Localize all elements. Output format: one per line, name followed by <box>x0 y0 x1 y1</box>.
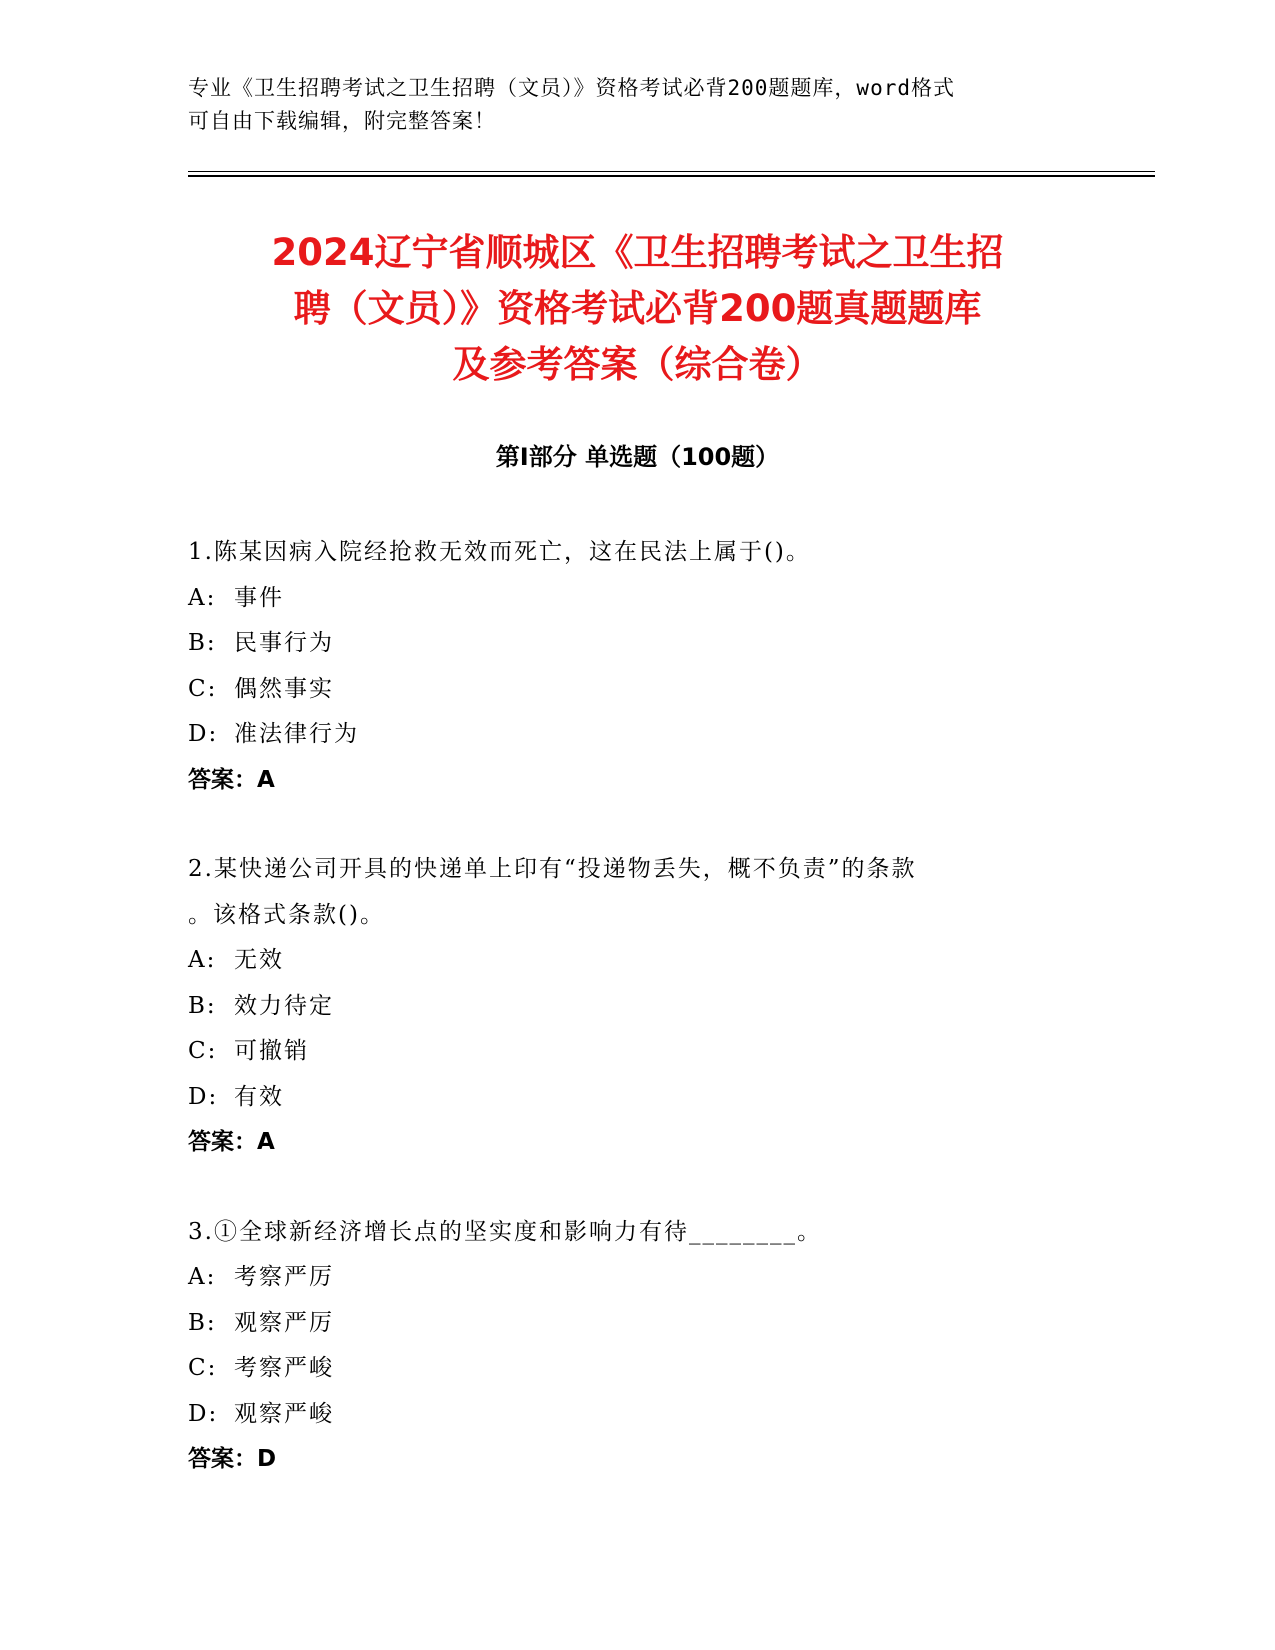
option-text: 考察严峻 <box>234 1355 334 1381</box>
answer: 答案：D <box>188 1446 277 1472</box>
option-c <box>188 667 1088 713</box>
option-text: 效力待定 <box>234 992 334 1019</box>
header-rule-thin <box>188 171 1155 172</box>
question-3 <box>188 1210 1088 1483</box>
option-label: B: <box>188 1309 217 1336</box>
option-text: 有效 <box>234 1083 284 1110</box>
option-c <box>188 1029 1088 1075</box>
question-2 <box>188 847 1088 1166</box>
option-b <box>188 1301 1088 1347</box>
option-text: 事件 <box>234 584 284 611</box>
option-label: B: <box>188 992 217 1019</box>
document-title-line-1: 2024辽宁省顺城区《卫生招聘考试之卫生招 <box>271 231 1004 274</box>
option-c <box>188 1346 1088 1392</box>
question-1 <box>188 530 1088 803</box>
option-b <box>188 621 1088 667</box>
document-title-line-3: 及参考答案（综合卷） <box>452 343 823 386</box>
question-stem: 2.某快递公司开具的快递单上印有“投递物丢失，概不负责”的条款 <box>188 856 917 882</box>
option-text: 观察严厉 <box>234 1309 334 1336</box>
option-label: C: <box>188 1355 218 1381</box>
document-title <box>150 225 1125 393</box>
option-label: C: <box>188 1038 218 1064</box>
option-text: 无效 <box>234 947 284 973</box>
option-d <box>188 1075 1088 1121</box>
answer: 答案：A <box>188 1129 275 1155</box>
question-list <box>188 530 1088 1527</box>
header-note-line-2: 可自由下载编辑，附完整答案！ <box>188 109 496 133</box>
question-stem: 1.陈某因病入院经抢救无效而死亡，这在民法上属于()。 <box>188 539 811 565</box>
option-text: 民事行为 <box>234 630 334 656</box>
question-stem-continued: 。该格式条款()。 <box>188 901 385 928</box>
option-text: 偶然事实 <box>234 675 334 702</box>
option-d <box>188 712 1088 758</box>
option-a <box>188 576 1088 622</box>
section-heading: 第Ⅰ部分 单选题（100题） <box>495 443 780 471</box>
option-text: 考察严厉 <box>234 1264 334 1290</box>
document-title-line-2: 聘（文员）》资格考试必背200题真题题库 <box>293 287 982 330</box>
option-b <box>188 984 1088 1030</box>
option-label: A: <box>188 1264 217 1290</box>
option-a <box>188 938 1088 984</box>
header-note <box>188 72 1088 138</box>
option-text: 观察严峻 <box>234 1400 334 1427</box>
answer: 答案：A <box>188 766 275 793</box>
question-stem: 3.①全球新经济增长点的坚实度和影响力有待________。 <box>188 1218 822 1245</box>
option-a <box>188 1255 1088 1301</box>
option-text: 准法律行为 <box>234 721 359 747</box>
option-label: D: <box>188 1400 219 1427</box>
option-label: C: <box>188 675 218 702</box>
header-note-line-1: 专业《卫生招聘考试之卫生招聘（文员）》资格考试必背200题题库，word格式 <box>188 76 955 100</box>
option-label: A: <box>188 584 217 611</box>
option-label: D: <box>188 1083 219 1110</box>
option-label: B: <box>188 630 217 656</box>
header-rule-thick <box>188 175 1155 177</box>
option-label: D: <box>188 721 219 747</box>
option-d <box>188 1392 1088 1438</box>
option-text: 可撤销 <box>234 1038 309 1064</box>
option-label: A: <box>188 947 217 973</box>
